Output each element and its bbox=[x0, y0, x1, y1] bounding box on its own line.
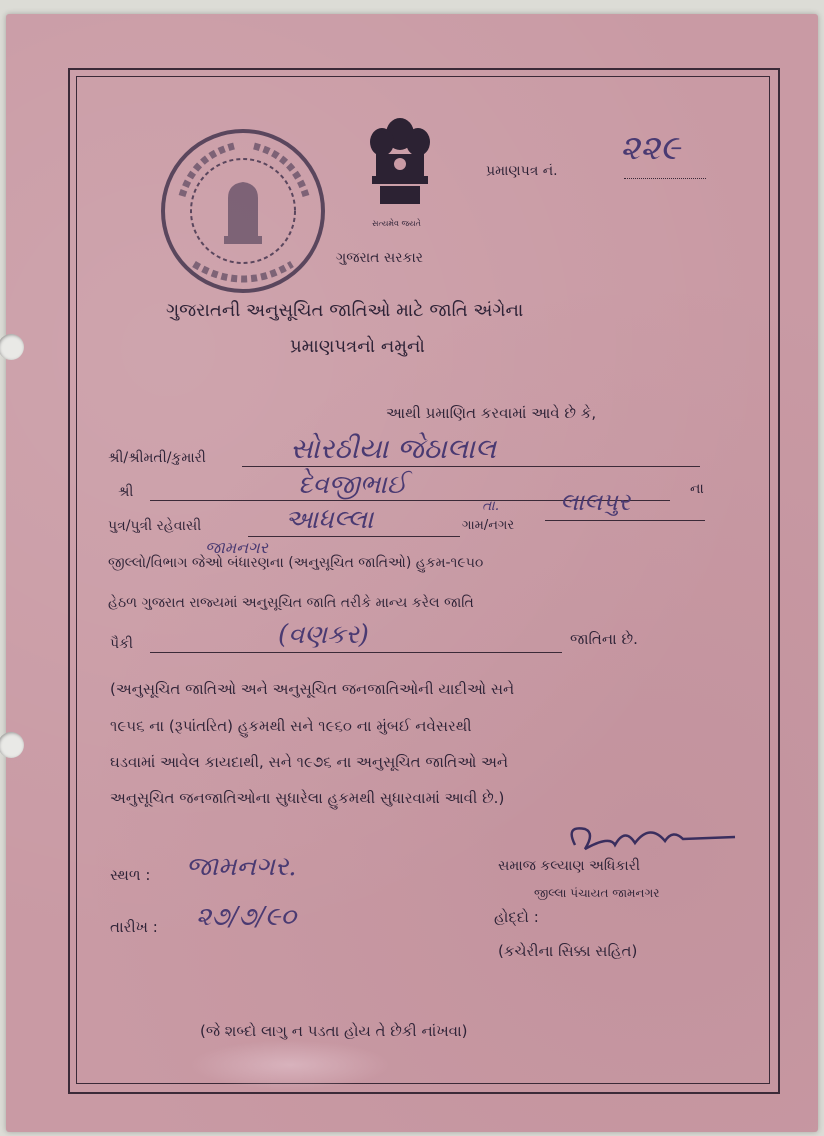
punch-hole-top bbox=[0, 334, 24, 360]
national-emblem-icon bbox=[360, 108, 440, 232]
officer-title: સમાજ કલ્યાણ અધિકારી bbox=[498, 858, 640, 874]
caste-line bbox=[150, 652, 562, 653]
line-district-order: જીલ્લો/વિભાગ જેઓ બંધારણના (અનુસૂચિત જાતિઓ) હુકમ-૧૯૫૦ bbox=[108, 555, 484, 571]
district-value: જામનગર bbox=[205, 538, 268, 557]
office-seal-note: (કચેરીના સિક્કા સહિત) bbox=[498, 942, 638, 960]
certificate-no-label: પ્રમાણપત્ર નં. bbox=[486, 163, 558, 179]
place-value: જામનગર. bbox=[186, 852, 297, 882]
district-seal-icon bbox=[154, 126, 332, 296]
certificate-no-value: ૨૨૯ bbox=[620, 128, 681, 168]
designation-label: હોદ્દો : bbox=[494, 908, 539, 926]
title-line-1: ગુજરાતની અનુસૂચિત જાતિઓ માટે જાતિ અંગેના bbox=[166, 300, 524, 321]
taluka-prefix: તા. bbox=[482, 498, 500, 514]
resident-label: પુત્ર/પુત્રી રહેવાસી bbox=[108, 518, 202, 534]
certificate-no-line bbox=[624, 178, 706, 179]
taluka-value: લાલપુર bbox=[560, 488, 631, 516]
strike-instruction: (જે શબ્દો લાગુ ન પડતા હોય તે છેકી નાંખવા) bbox=[200, 1022, 468, 1040]
paper-stain bbox=[190, 1040, 390, 1090]
village-line bbox=[248, 536, 460, 537]
name-label: શ્રી/શ્રીમતી/કુમારી bbox=[108, 450, 206, 466]
note-line-2: ૧૯૫૬ ના (રૂપાંતરિત) હુકમથી સને ૧૯૬૦ ના મુંબઈ નવેસરથી bbox=[110, 717, 472, 735]
name-line bbox=[242, 466, 700, 467]
certify-intro: આથી પ્રમાણિત કરવામાં આવે છે કે, bbox=[386, 404, 597, 422]
caste-value: (વણકર) bbox=[278, 620, 369, 650]
date-value: ૨૭/૭/૯૦ bbox=[196, 902, 296, 932]
emblem-motto: સત્યમેવ જયતે bbox=[372, 219, 421, 228]
line-scheduled-caste: હેઠળ ગુજરાત રાજ્યમાં અનુસૂચિત જાતિ તરીકે માન્ય કરેલ જાતિ bbox=[108, 595, 474, 611]
place-label: સ્થળ : bbox=[110, 866, 151, 884]
title-line-2: પ્રમાણપત્રનો નમુનો bbox=[290, 336, 425, 357]
village-value: આધલ્લા bbox=[285, 505, 374, 535]
name-value: સોરઠીયા જેઠાલાલ bbox=[290, 432, 496, 465]
note-line-3: ઘડવામાં આવેલ કાયદાથી, સને ૧૯૭૬ ના અનુસૂચિત જાતિઓ અને bbox=[110, 753, 509, 771]
father-value: દેવજીભાઈ bbox=[298, 470, 407, 500]
caste-prefix: પૈકી bbox=[110, 636, 133, 652]
taluka-line bbox=[545, 520, 705, 521]
date-label: તારીખ : bbox=[110, 918, 158, 936]
village-label: ગામ/નગર bbox=[462, 518, 515, 533]
father-label: શ્રી bbox=[118, 484, 134, 500]
note-line-1: (અનુસૂચિત જાતિઓ અને અનુસૂચિત જનજાતિઓની યાદીઓ સને bbox=[110, 680, 515, 698]
father-suffix: ના bbox=[690, 481, 704, 497]
caste-suffix: જાતિના છે. bbox=[570, 630, 638, 648]
officer-office: જીલ્લા પંચાયત જામનગર bbox=[534, 886, 660, 900]
punch-hole-bottom bbox=[0, 732, 24, 758]
note-line-4: અનુસૂચિત જનજાતિઓના સુધારેલા હુકમથી સુધારવામાં આવી છે.) bbox=[110, 789, 505, 807]
government-label: ગુજરાત સરકાર bbox=[336, 250, 423, 266]
